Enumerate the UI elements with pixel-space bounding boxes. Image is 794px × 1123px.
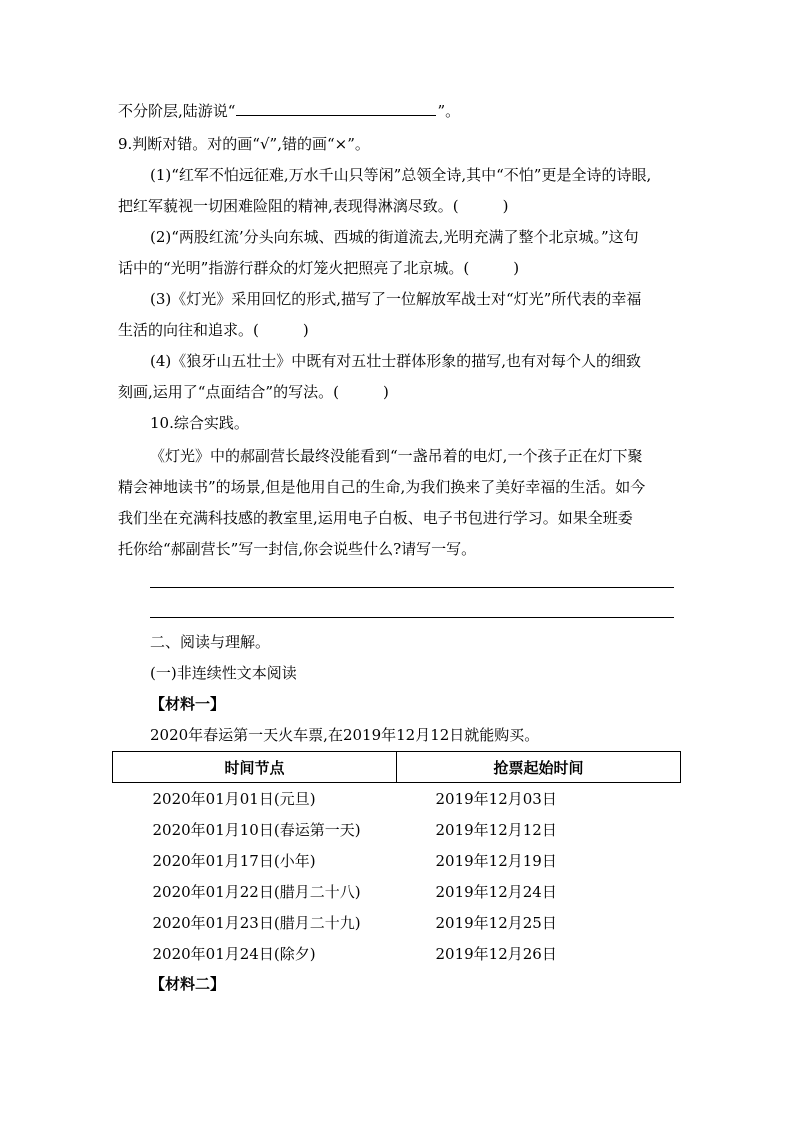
q9-item-2-line-1: (2)“两股红流’分头向东城、西城的街道流去,光明充满了整个北京城。”这句 xyxy=(150,228,639,246)
table-cell-start: 2019年12月26日 xyxy=(435,945,557,963)
q9-title: 9.判断对错。对的画“√”,错的画“×”。 xyxy=(118,135,370,153)
table-cell-start: 2019年12月03日 xyxy=(435,790,557,808)
q10-writing-line-1[interactable] xyxy=(150,587,674,588)
column-header-time-node: 时间节点 xyxy=(113,752,397,783)
q9-item-2-line-2 xyxy=(118,258,698,278)
ticket-schedule-table xyxy=(112,751,681,969)
material-1-intro: 2020年春运第一天火车票,在2019年12月12日就能购买。 xyxy=(150,726,540,744)
q10-line-2: 精会神地读书”的场景,但是他用自己的生命,为我们换来了美好幸福的生活。如今 xyxy=(118,478,646,496)
table-header-row xyxy=(113,752,681,783)
q9-item-1-line-2 xyxy=(118,196,698,216)
q9-item-4-line-1: (4)《狼牙山五壮士》中既有对五壮士群体形象的描写,也有对每个人的细致 xyxy=(150,352,642,370)
q8-suffix: ”。 xyxy=(437,102,461,120)
q8-answer-line xyxy=(118,101,698,121)
q8-fill-blank[interactable] xyxy=(236,101,436,116)
column-header-start-time: 抢票起始时间 xyxy=(397,752,681,783)
q9-item-4-line-2 xyxy=(118,382,698,402)
table-cell-start: 2019年12月12日 xyxy=(435,821,557,839)
q9-item-3-close: ) xyxy=(302,321,309,339)
section-2-title: 二、阅读与理解。 xyxy=(150,633,271,651)
q9-item-1-close: ) xyxy=(502,197,509,215)
table-cell-date: 2020年01月17日(小年) xyxy=(152,852,316,870)
q9-item-1-line-1: (1)“红军不怕远征难,万水千山只等闲”总领全诗,其中“不怕”更是全诗的诗眼, xyxy=(150,166,652,184)
q10-writing-line-2[interactable] xyxy=(150,617,674,618)
q9-item-2-text: 话中的“光明”指游行群众的灯笼火把照亮了北京城。( xyxy=(118,259,470,277)
table-row xyxy=(113,814,681,845)
table-cell-date: 2020年01月10日(春运第一天) xyxy=(152,821,361,839)
q8-prefix: 不分阶层,陆游说“ xyxy=(118,102,236,120)
material-2-heading: 【材料二】 xyxy=(150,975,226,993)
table-cell-date: 2020年01月24日(除夕) xyxy=(152,945,316,963)
q10-line-3: 我们坐在充满科技感的教室里,运用电子白板、电子书包进行学习。如果全班委 xyxy=(118,509,633,527)
q9-item-4-text: 刻画,运用了“点面结合”的写法。( xyxy=(118,383,339,401)
q10-title: 10.综合实践。 xyxy=(150,414,249,432)
material-1-heading: 【材料一】 xyxy=(150,695,226,713)
q9-item-1-text: 把红军藐视一切困难险阻的精神,表现得淋漓尽致。( xyxy=(118,197,459,215)
table-cell-date: 2020年01月01日(元旦) xyxy=(152,790,316,808)
table-row xyxy=(113,938,681,969)
table-cell-date: 2020年01月22日(腊月二十八) xyxy=(152,883,361,901)
table-cell-start: 2019年12月19日 xyxy=(435,852,557,870)
q9-item-3-text: 生活的向往和追求。( xyxy=(118,321,259,339)
table-row xyxy=(113,907,681,938)
q9-item-3-line-1: (3)《灯光》采用回忆的形式,描写了一位解放军战士对“灯光”所代表的幸福 xyxy=(150,290,642,308)
q9-item-2-close: ) xyxy=(513,259,520,277)
table-cell-date: 2020年01月23日(腊月二十九) xyxy=(152,914,361,932)
table-row xyxy=(113,876,681,907)
table-row xyxy=(113,845,681,876)
q10-line-4: 托你给“郝副营长”写一封信,你会说些什么?请写一写。 xyxy=(118,540,477,558)
q10-line-1: 《灯光》中的郝副营长最终没能看到“一盏吊着的电灯,一个孩子正在灯下聚 xyxy=(150,447,643,465)
q9-item-3-line-2 xyxy=(118,320,698,340)
section-2-subtitle: (一)非连续性文本阅读 xyxy=(150,664,297,682)
q9-item-4-close: ) xyxy=(382,383,389,401)
table-row xyxy=(113,783,681,815)
table-cell-start: 2019年12月25日 xyxy=(435,914,557,932)
table-cell-start: 2019年12月24日 xyxy=(435,883,557,901)
